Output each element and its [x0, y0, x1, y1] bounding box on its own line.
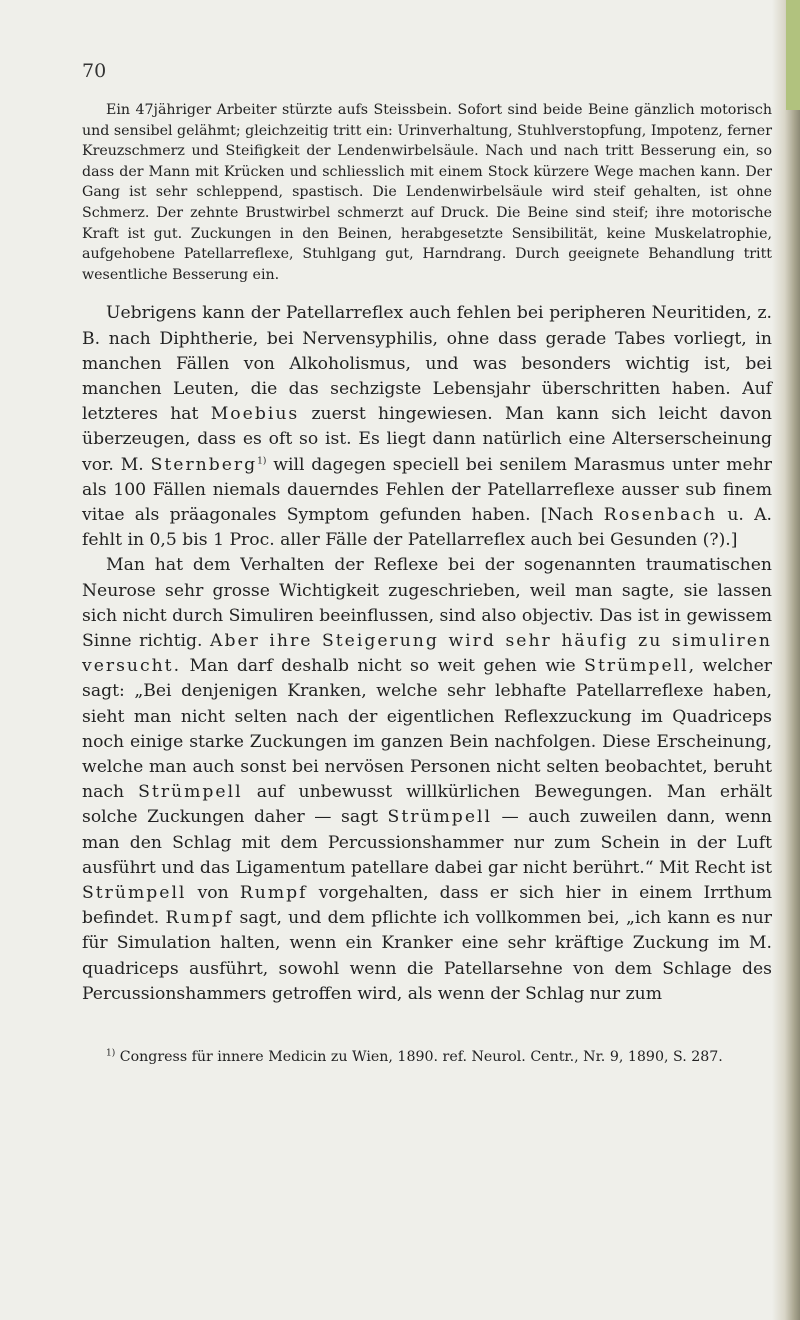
- author-name-sternberg: Sternberg: [150, 454, 258, 475]
- paragraph-text: will dagegen speciell bei senilem Marasmus unter mehr als 100 Fällen niemals dauerndes Fehlen der Patellarreflexe ausser sub finem vitae als präagonales Symptom gefunden haben. [Nach: [82, 454, 772, 525]
- body-paragraph-2: [82, 553, 772, 1007]
- paragraph-text: Uebrigens kann der Patellarreflex auch fehlen bei peripheren Neuritiden, z. B. nach Diphtherie, bei Nervensyphilis, ohne dass gerade Tabes vorliegt, in manchen Fällen von Alkoholismus, und was besonders wichtig ist, bei manchen Leuten, die das sechzigste Lebensjahr überschritten haben. Auf letzteres hat: [82, 303, 772, 425]
- paragraph-text: — auch zuweilen dann, wenn man den Schlag mit dem Percussionshammer nur zum Schein in der Luft ausführt und das Ligamentum patellare dabei gar nicht berührt.“ Mit Recht ist: [82, 807, 773, 878]
- paragraph-text: auf unbewusst willkürlichen Bewegungen. Man erhält solche Zuckungen daher — sagt: [82, 782, 773, 828]
- author-name-struempell: Strümpell: [584, 656, 689, 677]
- paragraph-text: Man hat dem Verhalten der Reflexe bei der sogenannten traumatischen Neurose sehr grosse Wichtigkeit zugeschrieben, weil man sagte, sie lassen sich nicht durch Simuliren beeinflussen, sind also objectiv. Das ist in gewissem Sinne richtig.: [82, 555, 772, 651]
- footnote-text: Congress für innere Medicin zu Wien, 1890. ref. Neurol. Centr., Nr. 9, 1890, S. 287.: [119, 1049, 723, 1066]
- page-number: 70: [82, 60, 107, 82]
- author-name-rosenbach: Rosenbach: [603, 504, 718, 525]
- paragraph-text: u. A. fehlt in 0,5 bis 1 Proc. aller Fälle der Patellarreflex auch bei Gesunden (?).]: [82, 504, 772, 551]
- paragraph-text: vorgehalten, dass er sich hier in einem Irrthum befindet.: [82, 883, 773, 929]
- author-name-struempell: Strümpell: [82, 883, 187, 904]
- footnote: [82, 1047, 772, 1068]
- page-edge-marker: [786, 0, 800, 110]
- author-name-rumpf: Rumpf: [239, 883, 308, 904]
- emphasized-sentence: Aber ihre Steigerung wird sehr häufig zu simuliren versucht.: [82, 630, 773, 677]
- paragraph-text: Man darf deshalb nicht so weit gehen wie: [189, 656, 576, 677]
- paragraph-text: sagt, und dem pflichte ich vollkommen bei, „ich kann es nur für Simulation halten, wenn ein Kranker eine sehr kräftige Zuckung im M. quadriceps ausführt, sowohl wenn die Patellarsehne von dem Schlage des Percussionshammers getroffen wird, als wenn der Schlag nur zum: [82, 908, 773, 1004]
- page-body: [82, 100, 772, 1068]
- author-name-struempell: Strümpell: [387, 807, 492, 828]
- paragraph-text: zuerst hingewiesen. Man kann sich leicht davon überzeugen, dass es oft so ist. Es liegt dann natürlich eine Alterserscheinung vor. M.: [82, 404, 772, 475]
- case-report-paragraph: Ein 47jähriger Arbeiter stürzte aufs Steissbein. Sofort sind beide Beine gänzlich motorisch und sensibel gelähmt; gleichzeitig tritt ein: Urinverhaltung, Stuhlverstopfung, Impotenz, ferner Kreuzschmerz und Steifigkeit der Lendenwirbelsäule. Nach und nach tritt Besserung ein, so dass der Mann mit Krücken und schliesslich mit einem Stock kürzere Wege machen kann. Der Gang ist sehr schleppend, spastisch. Die Lendenwirbelsäule wird steif gehalten, ist ohne Schmerz. Der zehnte Brustwirbel schmerzt auf Druck. Die Beine sind steif; ihre motorische Kraft ist gut. Zuckungen in den Beinen, herabgesetzte Sensibilität, keine Muskelatrophie, aufgehobene Patellarreflexe, Stuhlgang gut, Harndrang. Durch geeignete Behandlung tritt wesentliche Besserung ein.: [82, 102, 772, 283]
- page-edge-shadow: [772, 0, 800, 1320]
- footnote-marker: 1): [106, 1048, 116, 1059]
- body-paragraph-1: [82, 301, 772, 553]
- paragraph-text: von: [197, 883, 229, 904]
- author-name-moebius: Moebius: [210, 404, 300, 425]
- author-name-rumpf: Rumpf: [165, 908, 234, 929]
- author-name-struempell: Strümpell: [138, 782, 243, 803]
- paragraph-text: , welcher sagt: „Bei denjenigen Kranken, welche sehr lebhafte Patellarreflexe haben, sieht man nicht selten nach der eigentlichen Reflexzuckung im Quadriceps noch einige starke Zuckungen im ganzen Bein nachfolgen. Diese Erscheinung, welche man auch sonst bei nervösen Personen nicht selten beobachtet, beruht nach: [82, 656, 772, 803]
- footnote-marker: 1): [257, 455, 267, 466]
